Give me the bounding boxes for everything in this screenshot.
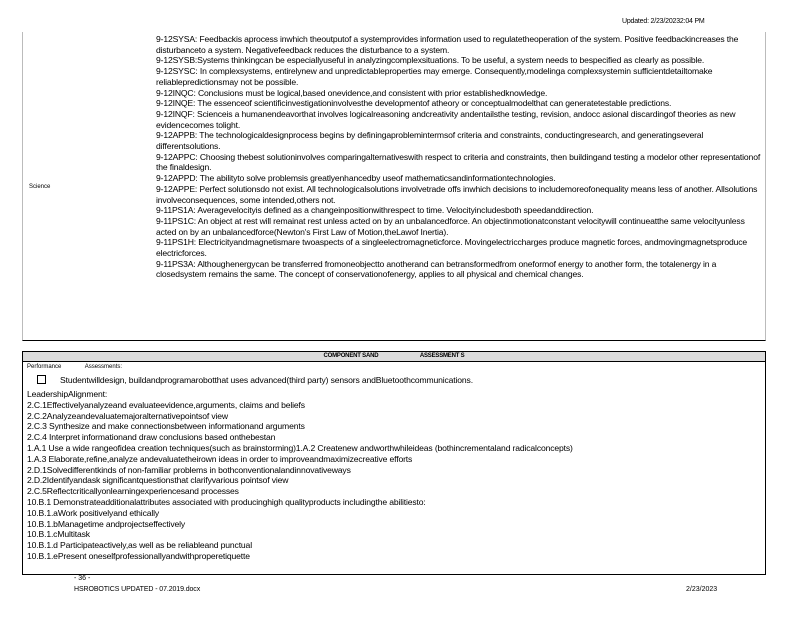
leadership-item: 1.A.1 Use a wide rangeofidea creation techniques(such as brainstorming)1.A.2 Createnew andworthwhileideas (bothincrementaland radicalconcepts) [27, 442, 573, 453]
standard-item: 9-12INQC: Conclusions must be logical,based onevidence,and consistent with prior establishedknowledge. [156, 87, 548, 98]
science-standards-table [22, 32, 766, 341]
updated-timestamp: Updated: 2/23/20232:04 PM [622, 18, 705, 25]
standard-item: 9-12APPD: The abilityto solve problemsis greatlyenhancedby useof mathematicsandinformationtechnologies. [156, 173, 556, 184]
leadership-item: 10.B.1.bManagetime andprojectseffectively [27, 518, 186, 529]
assessment-text: Studentwilldesign, buildandprogramarobotthat uses advanced(third party) sensors andBluetoothcommunications. [60, 375, 473, 385]
leadership-item: 2.C.3 Synthesize and make connectionsbetween informationand arguments [27, 421, 305, 432]
leadership-alignment [27, 389, 763, 562]
leadership-item: 10.B.1.d Participateactively,as well as be reliableand punctual [27, 540, 252, 551]
standard-item: 9-12APPC: Choosing thebest solutioninvolves comparingalternativeswith respect to criteria and constraints, then buildingand testing a modelor other representationof the finaldesign. [156, 151, 761, 173]
leadership-item: 2.C.1Effectivelyanalyzeand evaluateevidence,arguments, claims and beliefs [27, 399, 305, 410]
leadership-item: 2.C.4 Interpret informationand draw conclusions based onthebestan [27, 432, 276, 443]
standard-item: 9-12SYSC: In complexsystems, entirelynew and unpredictableproperties may emerge. Consequently,modelinga complexsystemin sufficientdetailtomake reliablepredictionsmay not be possible. [156, 66, 713, 87]
document-filename: HSROBOTICS UPDATED - 07.2019.docx [74, 586, 201, 593]
performance-assessments-label [27, 364, 144, 370]
leadership-item: 2.C.2Analyzeandevaluatemajoralternativepointsof view [27, 410, 228, 421]
footer-date: 2/23/2023 [686, 586, 718, 593]
leadership-item: 10.B.1.aWork positivelyand ethically [27, 507, 160, 518]
subject-label: Science [29, 184, 51, 190]
assessments-label: Assessments: [84, 364, 123, 370]
standard-item: 9-12SYSB:Systems thinkingcan be especiallyuseful in analyzingcomplexsituations. To be useful, a system needs to bespecified as clearly as possible. [156, 55, 705, 66]
standard-item: 9-11PS1C: An object at rest will remainat rest unless acted on by an unbalancedforce. An objectinmotionatconstant velocitywill continueatthe same velocityunless acted on by an unbalancedforce(Newton's First Law of Motion,theLawof Inertia). [156, 215, 745, 237]
leadership-item: 2.D.2Identifyandask significantquestionsthat clarifyvarious pointsof view [27, 475, 289, 486]
standard-item: 9-12SYSA: Feedbackis aprocess inwhich theoutputof a systemprovides information used to regulatetheoperation of the system. Positive feedbackincreases the disturbanceto a system. Negativefeedback reduces the disturbance to a system. [156, 34, 739, 55]
standard-item: 9-11PS1A: Averagevelocityis defined as a changeinpositionwithrespect to time. Velocityincludesboth speedanddirection. [156, 205, 594, 216]
assessment-item [37, 375, 473, 385]
components-assessments-section [22, 351, 766, 575]
standard-item: 9-12INQF: Scienceis a humanendeavorthat involves logicalreasoning andcreativity andentailsthe testing, revision, andocc asional discardingof theories as new evidencecomes tolight. [156, 108, 736, 130]
standard-item: 9-11PS3A: Althoughenergycan be transferred fromoneobjectto anotherand can betransformedfrom oneformof energy to another form, the totalenergy in a closedsystem remains the same. The concept of conservationofenergy, applies to all physical and chemical changes. [156, 258, 717, 280]
header-components: COMPONENT SAND [323, 353, 379, 359]
section-header [23, 352, 765, 362]
leadership-item: 10.B.1.cMultitask [27, 529, 90, 540]
leadership-item: 10.B.1 Demonstrateadditionalattributes associated with producinghigh qualityproducts includingthe abilitiesto: [27, 496, 426, 507]
leadership-item: 2.C.5Reflectcriticallyonlearningexperiencesand processes [27, 486, 239, 497]
bullet-icon [37, 375, 46, 384]
standard-item: 9-12INQE: The essenceof scientificinvestigationinvolvesthe developmentof atheory or conceptualmodelthat can generatetestable predictions. [156, 98, 672, 109]
header-assessments: ASSESSMENT S [419, 353, 465, 359]
leadership-item: 1.A.3 Elaborate,refine,analyze andevaluatetheirown ideas in order to improveandmaximizecreative efforts [27, 453, 413, 464]
leadership-title: LeadershipAlignment: [27, 389, 108, 399]
standard-item: 9-11PS1H: Electricityandmagnetismare twoaspects of a singleelectromagneticforce. Movingelectriccharges produce magnetic forces, andmovingmagnetsproduce electricforces. [156, 237, 747, 259]
leadership-item: 2.D.1Solvedifferentkinds of non-familiar problems in bothconventionalandinnovativeways [27, 464, 351, 475]
standard-item: 9-12APPE: Perfect solutionsdo not exist. All technologicalsolutions involvetrade offs inwhich decisions to includemoreofonequality means less of another. Allsolutions involveconsequences, some intended,others not. [156, 183, 758, 205]
standards-list [156, 34, 764, 280]
page-number: - 36 - [74, 575, 91, 582]
leadership-item: 10.B.1.ePresent oneselfprofessionallyandwithproperetiquette [27, 550, 250, 561]
standard-item: 9-12APPB: The technologicaldesignprocess begins by definingaproblemintermsof criteria and constraints, conductingresearch, and generatingseveral differentsolutions. [156, 130, 704, 152]
performance-label: Performance [27, 364, 62, 370]
